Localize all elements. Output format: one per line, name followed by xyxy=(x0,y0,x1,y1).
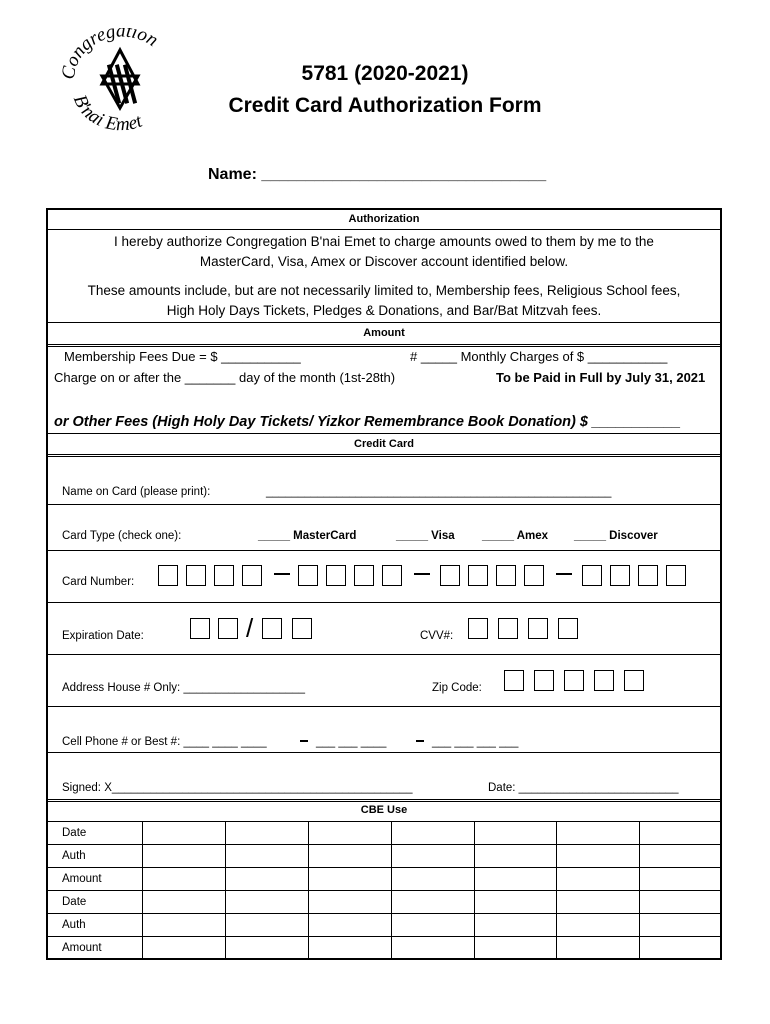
row-label: Amount xyxy=(48,937,143,960)
cbe-use-table xyxy=(48,822,720,959)
signature-field[interactable]: Signed: X_______________________________________________ xyxy=(62,782,413,794)
signature-date-field[interactable]: Date: _________________________ xyxy=(488,782,679,794)
row-label: Auth xyxy=(48,914,143,937)
card-type-amex[interactable]: _____ Amex xyxy=(482,530,549,542)
card-type-mastercard[interactable]: _____ MasterCard xyxy=(258,530,357,542)
table-row xyxy=(48,822,720,845)
zip-code-label: Zip Code: xyxy=(432,682,482,694)
row-label: Date xyxy=(48,891,143,914)
expiration-date-label: Expiration Date: xyxy=(62,630,144,642)
congregation-logo xyxy=(60,28,180,148)
authorization-text-2: MasterCard, Visa, Amex or Discover account identified below. xyxy=(199,254,569,269)
amount-heading: Amount xyxy=(363,327,405,339)
card-number-label: Card Number: xyxy=(62,576,135,588)
authorization-heading: Authorization xyxy=(348,213,420,225)
other-fees-field[interactable]: or Other Fees (High Holy Day Tickets/ Yizkor Remembrance Book Donation) $ ___________ xyxy=(54,414,681,430)
monthly-charges-field[interactable]: # _____ Monthly Charges of $ ___________ xyxy=(410,349,668,364)
table-row xyxy=(48,937,720,960)
logo-bottom-text: B'nai Emet xyxy=(68,91,145,136)
table-row xyxy=(48,891,720,914)
cvv-label: CVV#: xyxy=(420,630,454,642)
expiration-separator: / xyxy=(246,613,254,643)
cbe-use-heading: CBE Use xyxy=(360,804,408,816)
form-title: Credit Card Authorization Form xyxy=(228,94,542,117)
cell-phone-field[interactable]: Cell Phone # or Best #: ____ ____ ____ xyxy=(62,736,267,748)
row-label: Date xyxy=(48,822,143,845)
form-year: 5781 (2020-2021) xyxy=(301,62,469,85)
logo-top-text: Congregation xyxy=(60,28,162,81)
row-label: Amount xyxy=(48,868,143,891)
table-row xyxy=(48,914,720,937)
table-row xyxy=(48,845,720,868)
card-type-discover[interactable]: _____ Discover xyxy=(574,530,658,542)
membership-fees-field[interactable]: Membership Fees Due = $ ___________ xyxy=(64,349,301,364)
name-field[interactable]: Name: ________________________________ xyxy=(208,166,547,183)
paid-in-full-note: To be Paid in Full by July 31, 2021 xyxy=(496,370,706,385)
credit-card-heading: Credit Card xyxy=(354,438,414,450)
authorization-form xyxy=(46,208,722,960)
authorization-text-3: These amounts include, but are not necessarily limited to, Membership fees, Religious School fees, xyxy=(87,283,681,298)
authorization-text-4: High Holy Days Tickets, Pledges & Donations, and Bar/Bat Mitzvah fees. xyxy=(166,303,602,318)
name-on-card-input[interactable]: ______________________________________________________ xyxy=(266,486,612,498)
card-type-label: Card Type (check one): xyxy=(62,530,182,542)
authorization-text-1: I hereby authorize Congregation B'nai Emet to charge amounts owed to them by me to the xyxy=(114,234,654,249)
cell-phone-middle[interactable]: ___ ___ ____ xyxy=(316,736,387,748)
table-row xyxy=(48,868,720,891)
row-label: Auth xyxy=(48,845,143,868)
address-field[interactable]: Address House # Only: ___________________ xyxy=(62,682,305,694)
cell-phone-last[interactable]: ___ ___ ___ ___ xyxy=(432,736,519,748)
card-type-visa[interactable]: _____ Visa xyxy=(396,530,455,542)
charge-day-field[interactable]: Charge on or after the _______ day of the month (1st-28th) xyxy=(54,370,396,385)
name-on-card-label: Name on Card (please print): xyxy=(62,486,211,498)
